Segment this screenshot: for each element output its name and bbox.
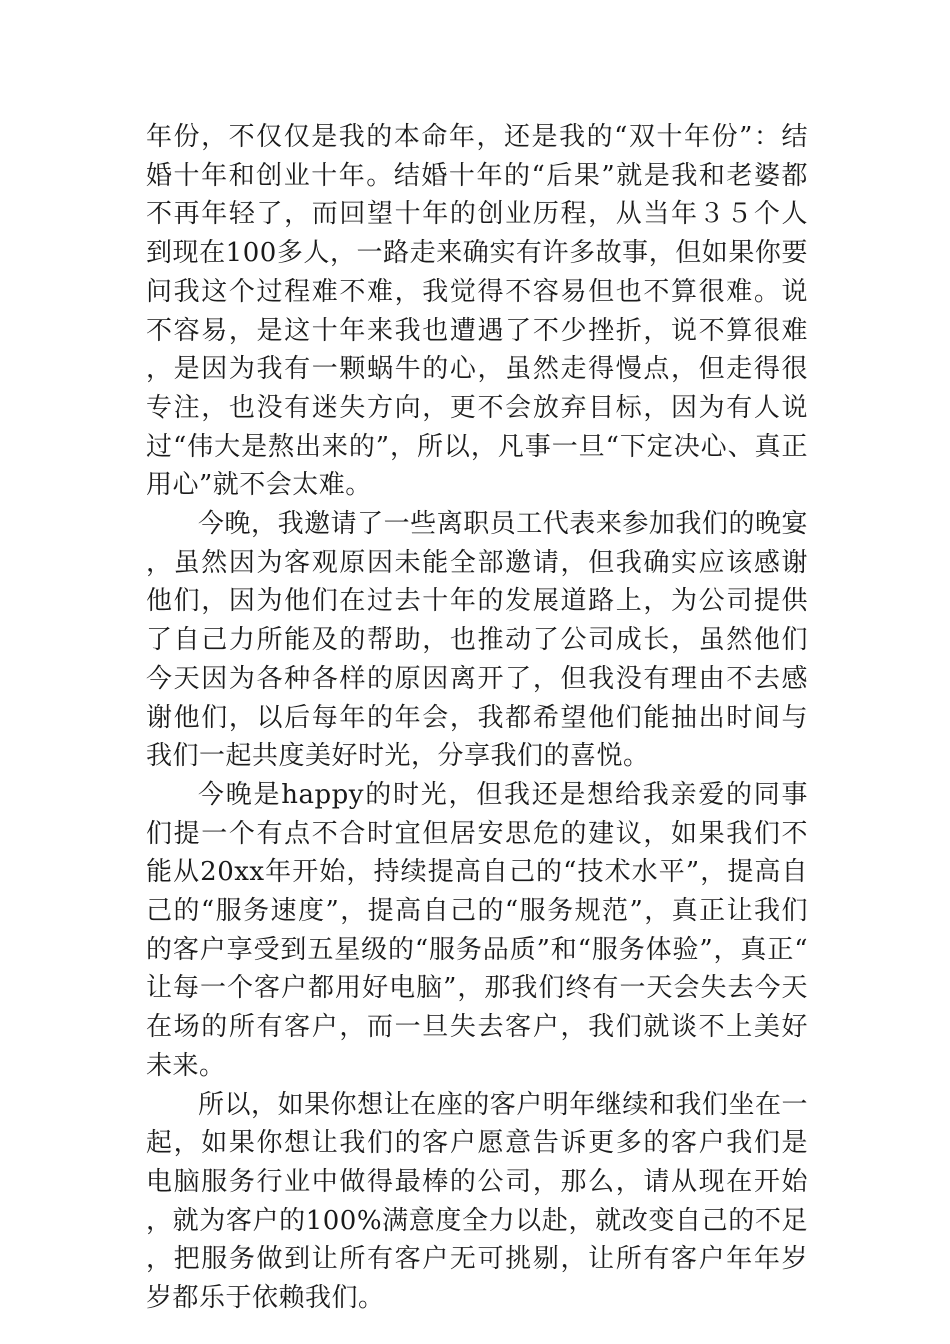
document-body — [146, 118, 808, 1318]
paragraph-4: 所以，如果你想让在座的客户明年继续和我们坐在一起，如果你想让我们的客户愿意告诉更多的客户我们是电脑服务行业中做得最棒的公司，那么，请从现在开始，就为客户的100%满意度全力以赴，就改变自己的不足，把服务做到让所有客户无可挑剔，让所有客户年年岁岁都乐于依赖我们。 — [146, 1089, 808, 1314]
paragraph-1: 年份，不仅仅是我的本命年，还是我的“双十年份”：结婚十年和创业十年。结婚十年的“后果”就是我和老婆都不再年轻了，而回望十年的创业历程，从当年３５个人到现在100多人，一路走来确实有许多故事，但如果你要问我这个过程难不难，我觉得不容易但也不算很难。说不容易，是这十年来我也遭遇了不少挫折，说不算很难，是因为我有一颗蜗牛的心，虽然走得慢点，但走得很专注，也没有迷失方向，更不会放弃目标，因为有人说过“伟大是熬出来的”，所以，凡事一旦“下定决心、真正用心”就不会太难。 — [146, 122, 808, 501]
paragraph-2: 今晚，我邀请了一些离职员工代表来参加我们的晚宴，虽然因为客观原因未能全部邀请，但我确实应该感谢他们，因为他们在过去十年的发展道路上，为公司提供了自己力所能及的帮助，也推动了公司成长，虽然他们今天因为各种各样的原因离开了，但我没有理由不去感谢他们，以后每年的年会，我都希望他们能抽出时间与我们一起共度美好时光，分享我们的喜悦。 — [146, 509, 808, 772]
paragraph-3: 今晚是happy的时光，但我还是想给我亲爱的同事们提一个有点不合时宜但居安思危的建议，如果我们不能从20xx年开始，持续提高自己的“技术水平”，提高自己的“服务速度”，提高自己的“服务规范”，真正让我们的客户享受到五星级的“服务品质”和“服务体验”，真正“让每一个客户都用好电脑”，那我们终有一天会失去今天在场的所有客户，而一旦失去客户，我们就谈不上美好未来。 — [146, 779, 808, 1081]
